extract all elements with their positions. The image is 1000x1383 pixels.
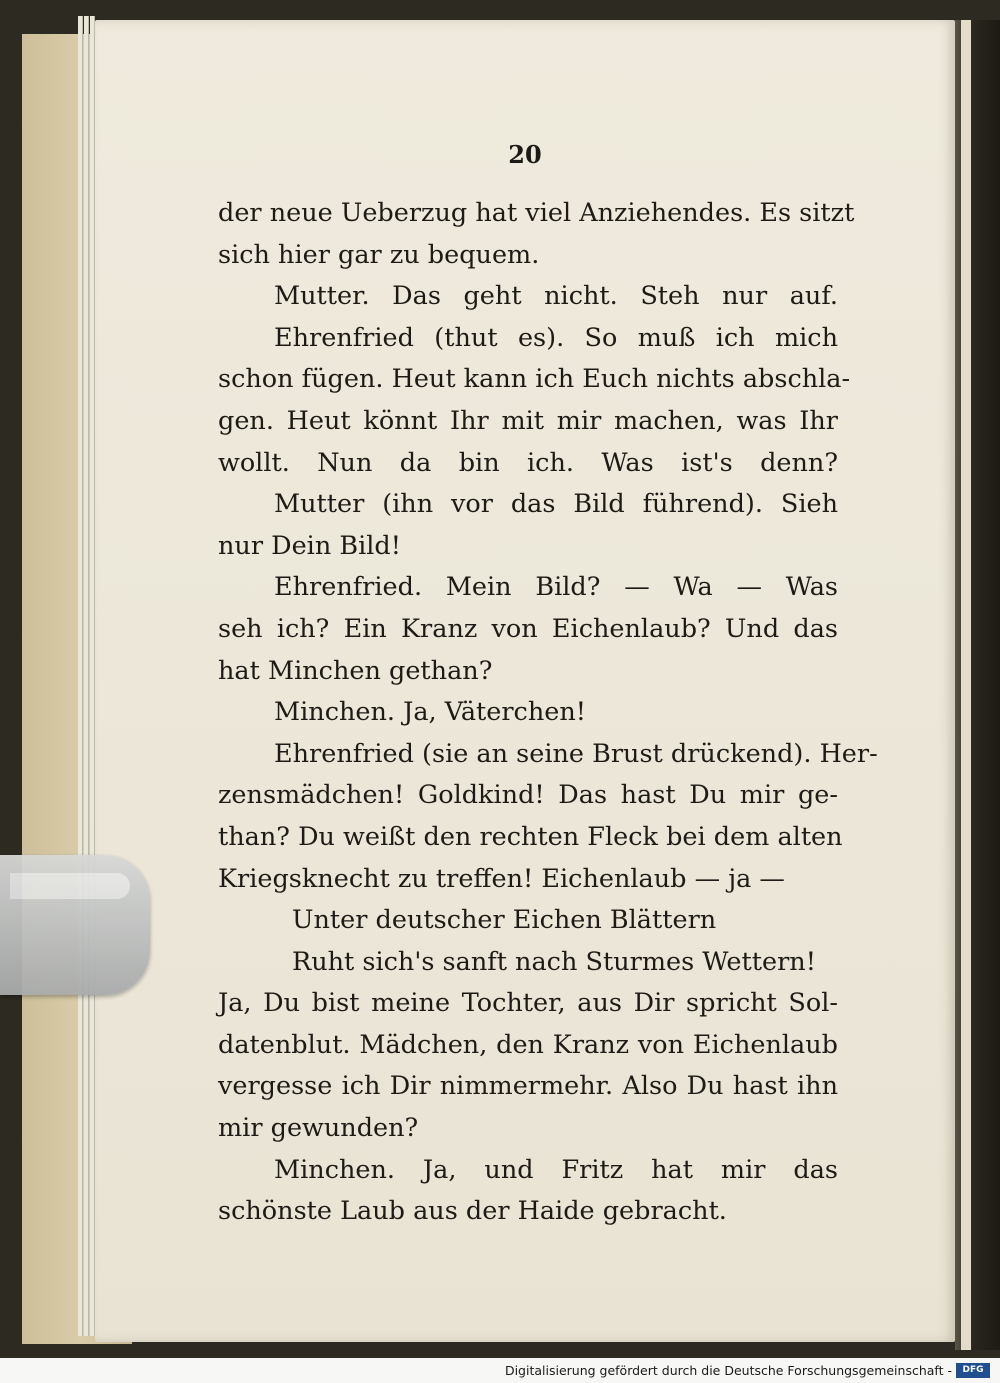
page-clip <box>0 855 150 995</box>
footer-bar <box>0 1358 1000 1383</box>
text-line: Mutter (ihn vor das Bild führend). Sieh <box>274 489 838 520</box>
text-line: Minchen. Ja, Väterchen! <box>274 697 587 728</box>
text-line: mir gewunden? <box>218 1113 419 1144</box>
book-spine-edge <box>955 20 1000 1350</box>
text-line: nur Dein Bild! <box>218 530 401 561</box>
text-line: hat Minchen gethan? <box>218 655 493 686</box>
text-line: der neue Ueberzug hat viel Anziehendes. Es sitzt <box>218 198 855 228</box>
text-line: Ehrenfried (thut es). So muß ich mich <box>274 322 838 353</box>
text-line: gen. Heut könnt Ihr mit mir machen, was Ihr <box>218 405 838 436</box>
text-line: than? Du weißt den rechten Fleck bei dem alten <box>218 821 843 852</box>
page-edge <box>78 16 83 1336</box>
dfg-logo-icon: DFG <box>956 1363 990 1378</box>
text-line: Mutter. Das geht nicht. Steh nur auf. <box>274 281 838 312</box>
text-line: Ja, Du bist meine Tochter, aus Dir spricht Sol- <box>218 988 838 1019</box>
page-edge <box>84 16 89 1336</box>
text-line: Kriegsknecht zu treffen! Eichenlaub — ja — <box>218 863 785 894</box>
text-line: Minchen. Ja, und Fritz hat mir das <box>274 1154 838 1185</box>
adjacent-page-strip <box>961 20 971 1350</box>
text-line: Ehrenfried (sie an seine Brust drückend). Her- <box>274 738 878 769</box>
clip-highlight <box>10 873 130 899</box>
verse-line: Unter deutscher Eichen Blättern <box>292 905 717 936</box>
text-line: schon fügen. Heut kann ich Euch nichts abschla- <box>218 364 851 395</box>
text-line: sich hier gar zu bequem. <box>218 239 540 270</box>
text-line: datenblut. Mädchen, den Kranz von Eichenlaub <box>218 1029 838 1060</box>
verse-line: Ruht sich's sanft nach Sturmes Wettern! <box>292 946 816 977</box>
text-line: wollt. Nun da bin ich. Was ist's denn? <box>218 447 838 478</box>
text-line: seh ich? Ein Kranz von Eichenlaub? Und das <box>218 613 838 644</box>
text-line: Ehrenfried. Mein Bild? — Wa — Was <box>274 572 838 603</box>
text-line: vergesse ich Dir nimmermehr. Also Du hast ihn <box>218 1071 838 1102</box>
text-line: schönste Laub aus der Haide gebracht. <box>218 1196 727 1227</box>
text-line: zensmädchen! Goldkind! Das hast Du mir ge- <box>218 780 838 811</box>
footer-credit: Digitalisierung gefördert durch die Deutsche Forschungsgemeinschaft - <box>504 1363 952 1378</box>
page-number: 20 <box>508 140 542 169</box>
page-text <box>218 193 878 1233</box>
